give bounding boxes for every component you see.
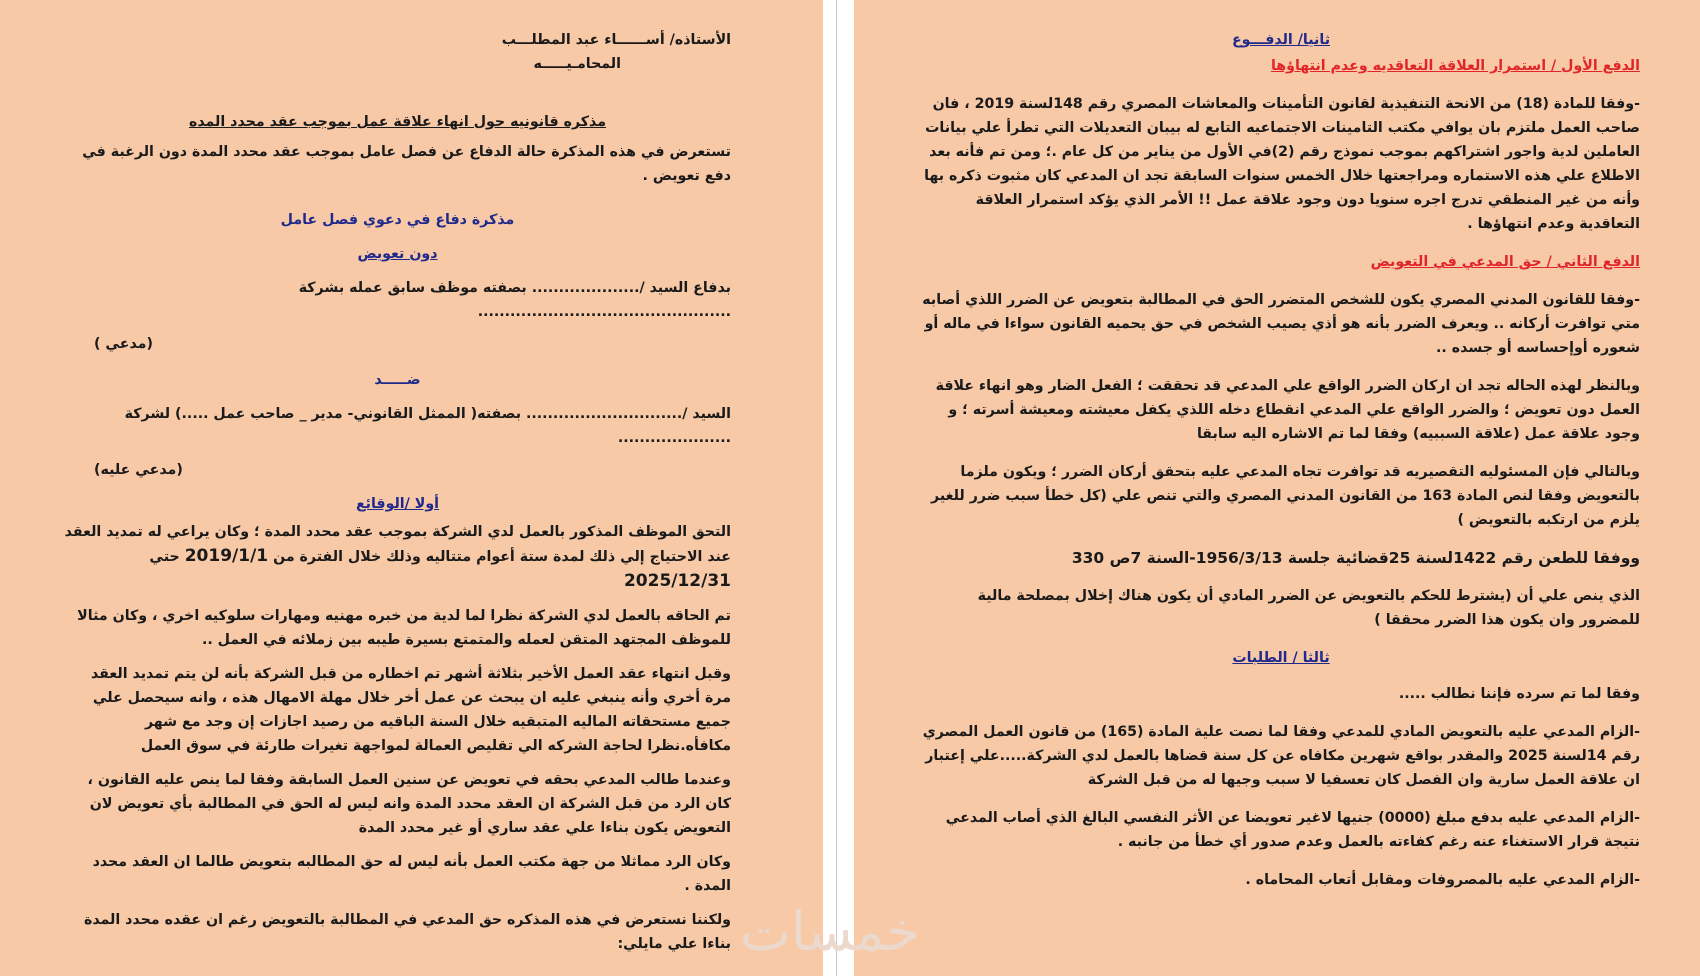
defense-1-heading: الدفع الأول / استمرار العلاقة التعاقديه وعدم انتهاؤها [1270, 58, 1640, 74]
left-page [0, 0, 823, 976]
defendant-role: (مدعي عليه) [94, 462, 183, 478]
request-3: -الزام المدعي عليه بالمصروفات ومقابل أتعاب المحاماه . [1245, 872, 1640, 888]
facts-heading: أولا /الوقائع [355, 496, 440, 512]
versus-label: ضـــــد [374, 372, 421, 388]
facts-p1-text: التحق الموظف المذكور بالعمل لدي الشركة بموجب عقد محدد المدة ؛ وكان يراعي له تمديد العقد عند الاحتياج إلي ذلك لمدة ستة أعوام متتاليه وذلك خلال الفترة من [64, 524, 731, 565]
facts-paragraph-6: ولكننا نستعرض في هذه المذكره حق المدعي في المطالبة بالتعويض رغم ان عقده محدد المدة بناءا علي مايلي: [83, 912, 731, 952]
memo-title: مذكره قانونيه حول انهاء علاقة عمل بموجب عقد محدد المده [188, 114, 607, 130]
requests-heading: ثالثا / الطلبات [1232, 650, 1330, 666]
defenses-heading: ثانيا/ الدفـــوع [1231, 32, 1331, 48]
facts-p1-date-start: 2019/1/1 [184, 546, 269, 566]
appeal-paragraph: الذي ينص علي أن (يشترط للحكم بالتعويض عن الضرر المادي أن يكون هناك إخلال بمصلحة مالية للمضرور وان يكون هذا الضرر محققا ) [977, 588, 1640, 628]
page-gutter [823, 0, 854, 976]
watermark-logo: خمسات [740, 900, 921, 963]
facts-paragraph-4: وعندما طالب المدعي بحقه في تعويض عن سنين العمل السابقة وفقا لما ينص عليه القانون ، كان الرد من قبل الشركة ان العقد محدد المدة وانه ليس له الحق في المطالبة بأي تعويض لان التعويض يكون بناءا علي عقد ساري أو غير محدد المدة [87, 772, 731, 836]
defendant-line: السيد /............................. بصفته( الممثل القانوني- مدير _ صاحب عمل .....) لشركة ..................... [124, 406, 731, 446]
request-1: -الزام المدعي عليه بالتعويض المادي للمدعي وفقا لما نصت علية المادة (165) من قانون العمل المصري رقم 14لسنة 2025 والمقدر بواقع شهرين مكافاه عن كل سنة قضاها بالعمل لدي الشركة.....علي إعتبار ان علاقة العمل سارية وان الفصل كان تعسفيا لا سبب وجيها له من قبل الشركة [922, 724, 1640, 788]
plaintiff-line: بدفاع السيد /.................... بصفته موظف سابق عمله بشركة ............................................... [298, 280, 731, 320]
facts-paragraph-2: تم الحاقه بالعمل لدي الشركة نظرا لما لدية من خبره مهنيه ومهارات سلوكيه اخري ، وكان مثالا للموظف المجتهد المتقن لعمله والمتمتع بسيرة طيبه بين زملائه في العمل .. [77, 608, 731, 648]
memo-subtitle-2: دون تعويض [357, 246, 438, 262]
defense-2-paragraph-3: وبالتالي فإن المسئوليه التقصيريه قد توافرت تجاه المدعي عليه بتحقق أركان الضرر ؛ ويكون ملزما بالتعويض وفقا لنص المادة 163 من القانون المدني المصري والتي تنص علي (كل خطأ سبب ضرر للغير يلزم من ارتكبه بالتعويض ) [931, 464, 1640, 528]
facts-paragraph-5: وكان الرد مماثلا من جهة مكتب العمل بأنه ليس له حق المطالبه بتعويض طالما ان العقد محدد المدة . [92, 854, 731, 894]
appeal-reference: ووفقا للطعن رقم 1422لسنة 25قضائية جلسة 1956/3/13-السنة 7ص 330 [1071, 549, 1640, 567]
right-page [854, 0, 1700, 976]
plaintiff-role: (مدعي ) [94, 336, 153, 352]
intro-paragraph: تستعرض في هذه المذكرة حالة الدفاع عن فصل عامل بموجب عقد محدد المدة دون الرغبة في دفع تعويض . [82, 144, 731, 184]
defense-2-paragraph-1: -وفقا للقانون المدني المصري يكون للشخص المتضرر الحق في المطالبة بتعويض عن الضرر اللذي أصابه متي توافرت أركانه .. ويعرف الضرر بأنه هو أذي يصيب الشخص في حق يحميه القانون سواءا في ماله أو شعوره أوإحساسه أو جسده .. [922, 292, 1640, 356]
gutter-divider [836, 0, 837, 976]
attorney-title: المحامـيـــــه [533, 56, 621, 72]
facts-p1-mid: حتي [149, 549, 180, 565]
defense-1-text: -وفقا للمادة (18) من الانحة التنفيذية لقانون التأمينات والمعاشات المصري رقم 148لسنة 2019 ، فان صاحب العمل ملتزم بان يوافي مكتب التامينات الاجتماعيه التابع له بيبان التعديلات التي تطرأ علي بيانات العاملين لدية واجور اشتراكهم بموجب نموذج رقم (2)في الأول من يناير من كل عام .؛ ومن تم فأنه بعد الاطلاع علي هذه الاستماره ومراجعتها خلال الخمس سنوات السابقة تجد ان المدعي كان مثبوت ذكره بها وأنه من غير المنطقي تدرج اجره سنويا دون وجود علاقة عمل !! الأمر الذي يؤكد استمرار العلاقة التعاقدية وعدم انتهاؤها . [924, 96, 1640, 232]
facts-paragraph-1 [64, 520, 731, 594]
request-2: -الزام المدعي عليه بدفع مبلغ (0000) جنيها لاغير تعويضا عن الأثر النفسي البالغ الذي أصاب المدعي نتيجة قرار الاستغناء عنه رغم كفاءته بالعمل وعدم صدور أي خطأ من جانبه . [945, 810, 1640, 850]
defense-2-paragraph-2: وبالنظر لهذه الحاله تجد ان اركان الضرر الواقع علي المدعي قد تحققت ؛ الفعل الضار وهو انهاء علاقة العمل دون تعويض ؛ والضرر الواقع علي المدعي انقطاع دخله اللذي يكفل معيشته ومعيشة أسرته ؛ و وجود علاقة عمل (علاقة السببيه) وفقا لما تم الاشاره اليه سابقا [935, 378, 1640, 442]
requests-intro: وفقا لما تم سرده فإننا نطالب ..... [1398, 686, 1640, 702]
facts-paragraph-3: وقبل انتهاء عقد العمل الأخير بثلاثة أشهر تم اخطاره من قبل الشركة بأنه لن يتم تمديد العقد مرة أخري وأنه ينبغي عليه ان يبحث عن عمل أخر خلال مهلة الامهال هذه ، وانه سيحصل علي جميع مستحقاته الماليه المتبقيه خلال السنة الباقيه من رصيد اجازات إن وجد مع شهر مكافأه.نظرا لحاجة الشركه الي تقليص العمالة لمواجهة تغيرات طارئة في سوق العمل [90, 666, 731, 754]
memo-subtitle: مذكرة دفاع في دعوي فصل عامل [280, 212, 515, 228]
facts-p1-date-end: 2025/12/31 [623, 571, 731, 591]
attorney-name: الأستاذه/ أســــــاء عبد المطلـــب [501, 32, 731, 48]
defense-2-heading: الدفع الثاني / حق المدعي في التعويض [1370, 254, 1640, 270]
